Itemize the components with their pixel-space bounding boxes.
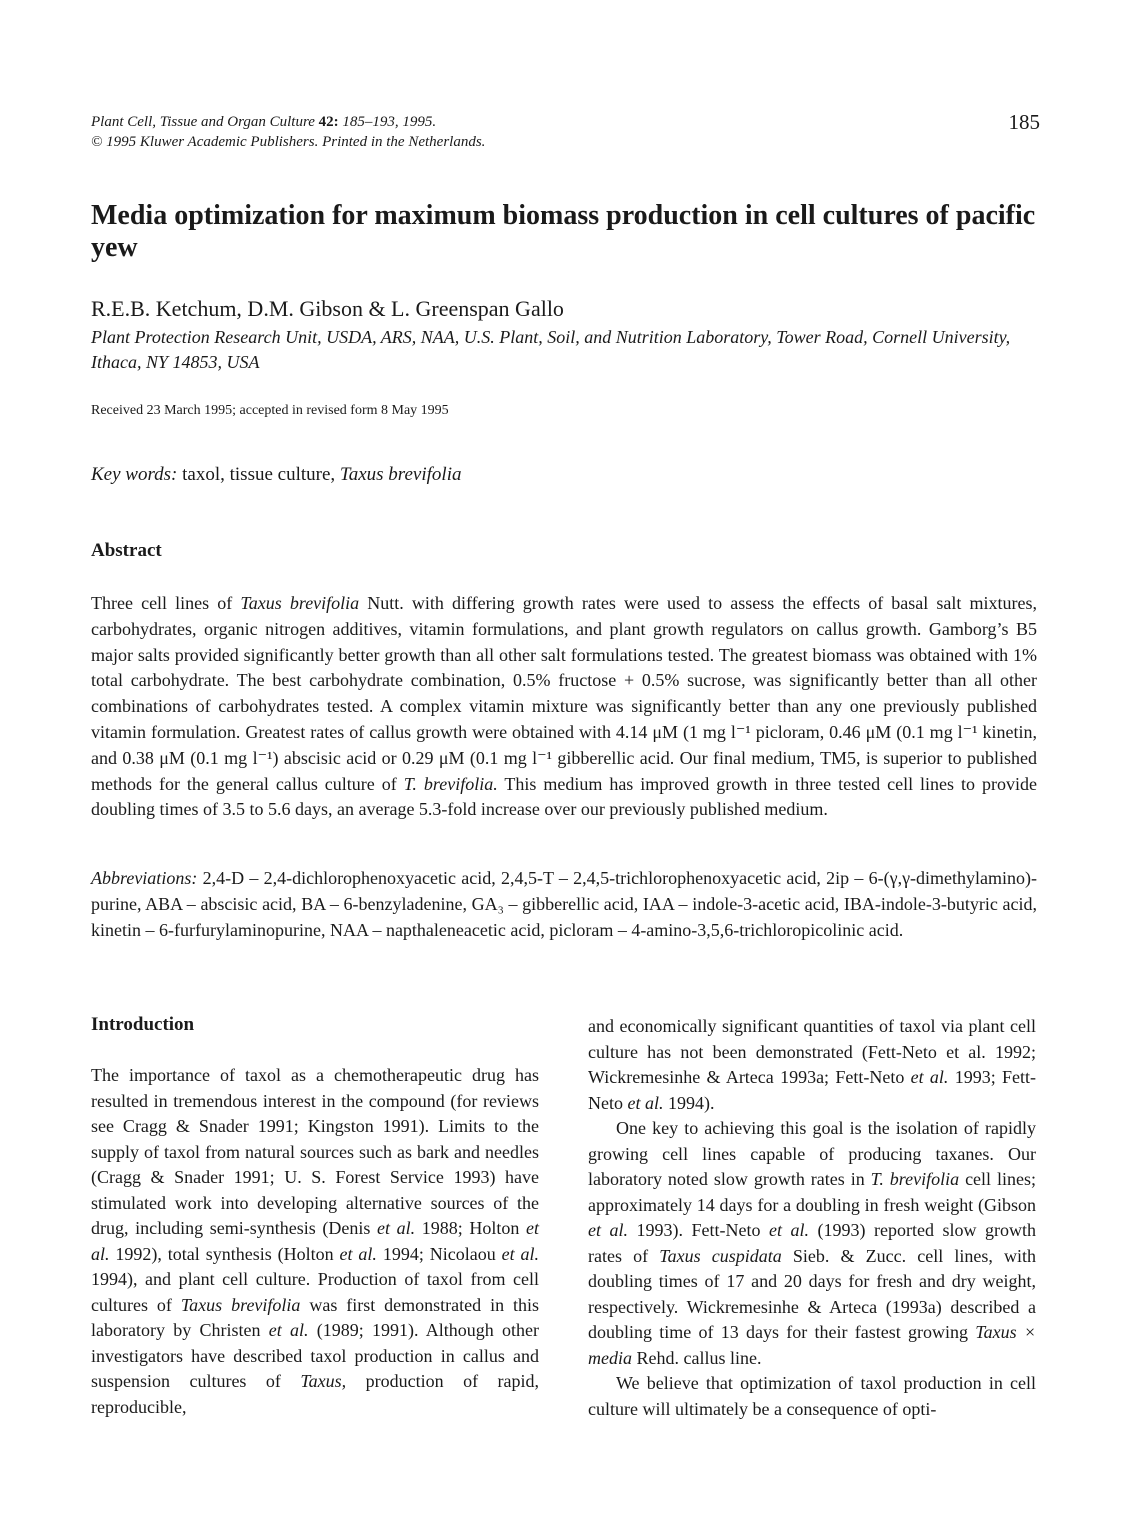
- abbreviations-text: 2,4-D – 2,4-dichlorophenoxyacetic acid, 2,4,5-T – 2,4,5-trichlorophenoxyacetic acid, 2ip – 6-(γ,γ-dimethylamino)-purine, ABA – abscisic acid, BA – 6-benzyladenine, GA₃ – gibberellic acid, IAA – indole-3-acetic acid, IBA-indole-3-butyric acid, kinetin – 6-furfurylaminopurine, NAA – napthaleneacetic acid, picloram – 4-amino-3,5,6-trichloropicolinic acid.: [91, 868, 1037, 940]
- journal-name: Plant Cell, Tissue and Organ Culture: [91, 114, 315, 130]
- journal-pages: 185–193, 1995.: [338, 114, 437, 130]
- affiliation: Plant Protection Research Unit, USDA, ARS, NAA, U.S. Plant, Soil, and Nutrition Laboratory, Tower Road, Cornell University, Ithaca, NY 14853, USA: [91, 327, 1011, 372]
- intro-column-left: [91, 1063, 539, 1420]
- keywords-text: taxol, tissue culture,: [177, 464, 340, 485]
- paper-title: Media optimization for maximum biomass production in cell cultures of pacific yew: [91, 200, 1036, 263]
- author-list: R.E.B. Ketchum, D.M. Gibson & L. Greenspan Gallo: [91, 296, 564, 321]
- intro-column-right: [588, 1014, 1036, 1422]
- journal-volume: 42:: [318, 114, 339, 130]
- page-number: 185: [1008, 110, 1040, 134]
- abbreviations: [91, 866, 1037, 943]
- intro-paragraph: We believe that optimization of taxol production in cell culture will ultimately be a consequence of opti-: [588, 1373, 1036, 1419]
- keywords-label: Key words:: [91, 464, 178, 485]
- copyright-line: © 1995 Kluwer Academic Publishers. Printed in the Netherlands.: [91, 134, 486, 150]
- abstract-heading: Abstract: [91, 540, 162, 561]
- abstract-body: Three cell lines of Taxus brevifolia Nutt. with differing growth rates were used to assess the effects of basal salt mixtures, carbohydrates, organic nitrogen additives, vitamin formulations, and plant growth regulators on callus growth. Gamborg’s B5 major salts provided significantly better growth than all other salt formulations tested. The greatest biomass was obtained with 1% total carbohydrate. The best carbohydrate combination, 0.5% fructose + 0.5% sucrose, was significantly better than all other combinations of carbohydrates tested. A complex vitamin mixture was significantly better than any one previously published vitamin formulation. Greatest rates of callus growth were obtained with 4.14 μM (1 mg l⁻¹ picloram, 0.46 μM (0.1 mg l⁻¹ kinetin, and 0.38 μM (0.1 mg l⁻¹) abscisic acid or 0.29 μM (0.1 mg l⁻¹ gibberellic acid. Our final medium, TM5, is superior to published methods for the general callus culture of T. brevifolia. This medium has improved growth in three tested cell lines to provide doubling times of 3.5 to 5.6 days, an average 5.3-fold increase over our previously published medium.: [91, 593, 1037, 820]
- introduction-heading: Introduction: [91, 1014, 195, 1035]
- abbreviations-label: Abbreviations:: [91, 868, 198, 888]
- received-date: Received 23 March 1995; accepted in revised form 8 May 1995: [91, 403, 449, 418]
- keywords: [91, 464, 461, 486]
- intro-paragraph: One key to achieving this goal is the isolation of rapidly growing cell lines capable of producing taxanes. Our laboratory noted slow growth rates in T. brevifolia cell lines; approximately 14 days for a doubling in fresh weight (Gibson et al. 1993). Fett-Neto et al. (1993) reported slow growth rates of Taxus cuspidata Sieb. & Zucc. cell lines, with doubling times of 17 and 20 days for fresh and dry weight, respectively. Wickremesinhe & Arteca (1993a) described a doubling time of 13 days for their fastest growing Taxus × media Rehd. callus line.: [588, 1118, 1037, 1368]
- keywords-species: Taxus brevifolia: [339, 464, 462, 485]
- journal-header: [91, 112, 485, 152]
- journal-citation: [91, 112, 485, 132]
- intro-paragraph: The importance of taxol as a chemotherapeutic drug has resulted in tremendous interest in the compound (for reviews see Cragg & Snader 1991; Kingston 1991). Limits to the supply of taxol from natural sources such as bark and needles (Cragg & Snader 1991; U. S. Forest Service 1993) have stimulated work into developing alternative sources of the drug, including semi-synthesis (Denis et al. 1988; Holton et al. 1992), total synthesis (Holton et al. 1994; Nicolaou et al. 1994), and plant cell culture. Production of taxol from cell cultures of Taxus brevifolia was first demonstrated in this laboratory by Christen et al. (1989; 1991). Although other investigators have described taxol production in callus and suspension cultures of Taxus, production of rapid, reproducible,: [91, 1065, 540, 1417]
- intro-paragraph: and economically significant quantities of taxol via plant cell culture has not been demonstrated (Fett-Neto et al. 1992; Wickremesinhe & Arteca 1993a; Fett-Neto et al. 1993; Fett-Neto et al. 1994).: [588, 1016, 1036, 1113]
